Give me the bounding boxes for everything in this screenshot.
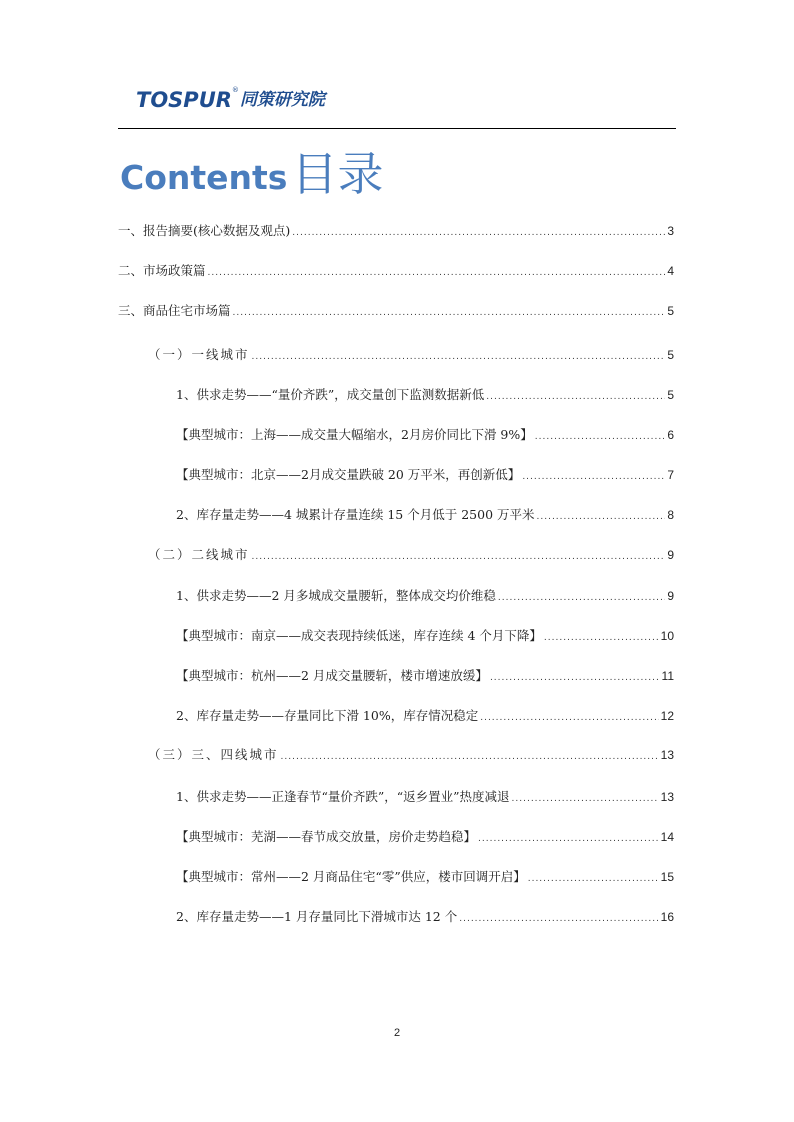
toc-entry-page: 15	[660, 870, 674, 884]
page-number: 2	[393, 1027, 401, 1039]
toc-leader	[490, 669, 660, 687]
toc-entry-title: 1、供求走势——“量价齐跌”，成交量创下监测数据新低	[176, 387, 485, 402]
toc-leader	[292, 224, 665, 242]
toc-leader	[528, 870, 659, 888]
toc-entry[interactable]	[118, 222, 674, 242]
title-chinese: 目录	[291, 147, 384, 201]
toc-entry[interactable]	[176, 466, 674, 486]
toc-entry[interactable]	[176, 788, 674, 808]
toc-entry-page: 5	[667, 348, 674, 362]
toc-entry-page: 12	[660, 709, 674, 723]
toc-entry[interactable]	[176, 868, 674, 888]
toc-entry[interactable]	[148, 746, 674, 766]
toc-entry-page: 8	[667, 508, 674, 522]
toc-entry-page: 5	[667, 304, 674, 318]
toc-leader	[512, 790, 659, 808]
toc-entry-title: 1、供求走势——2 月多城成交量腰斩，整体成交均价维稳	[176, 588, 496, 603]
toc-entry-page: 5	[667, 388, 674, 402]
toc-entry-title: 【典型城市：芜湖——春节成交放量，房价走势趋稳】	[176, 829, 477, 844]
toc-entry-page: 6	[667, 428, 674, 442]
toc-entry[interactable]	[176, 587, 674, 607]
title-english: Contents	[120, 158, 288, 197]
toc-leader	[535, 428, 666, 446]
toc-leader	[522, 468, 665, 486]
toc-leader	[252, 548, 666, 566]
toc-entry-title: 1、供求走势——正逢春节“量价齐跌”，“返乡置业”热度减退	[176, 789, 510, 804]
toc-entry[interactable]	[176, 426, 674, 446]
toc-entry-title: 2、库存量走势——1 月存量同比下滑城市达 12 个	[176, 909, 458, 924]
logo-registered-mark: ®	[231, 86, 239, 94]
toc-entry-page: 3	[667, 224, 674, 238]
toc-entry[interactable]	[176, 707, 674, 727]
page-title	[120, 146, 383, 202]
toc-entry-title: 【典型城市：北京——2月成交量跌破 20 万平米，再创新低】	[176, 467, 521, 482]
toc-entry-page: 9	[667, 589, 674, 603]
toc-entry-page: 11	[661, 669, 674, 683]
toc-entry-title: （二）二线城市	[148, 547, 250, 562]
toc-entry[interactable]	[118, 302, 674, 322]
toc-leader	[537, 508, 666, 526]
toc-leader	[480, 709, 658, 727]
toc-entry[interactable]	[148, 546, 674, 566]
toc-leader	[498, 589, 665, 607]
toc-leader	[281, 748, 659, 766]
toc-entry[interactable]	[176, 908, 674, 928]
toc-entry-title: （一）一线城市	[148, 347, 250, 362]
toc-entry-page: 9	[667, 548, 674, 562]
toc-entry-title: 一、报告摘要(核心数据及观点)	[118, 223, 291, 238]
toc-entry-title: 2、库存量走势——存量同比下滑 10%，库存情况稳定	[176, 708, 479, 723]
toc-entry-title: 【典型城市：南京——成交表现持续低迷，库存连续 4 个月下降】	[176, 628, 542, 643]
toc-entry-page: 10	[660, 629, 674, 643]
toc-entry-page: 13	[660, 748, 674, 762]
toc-entry[interactable]	[176, 386, 674, 406]
toc-entry-page: 7	[667, 468, 674, 482]
tospur-logo	[136, 86, 325, 112]
logo-brand-text: TOSPUR	[136, 88, 232, 112]
toc-entry[interactable]	[176, 627, 674, 647]
toc-entry[interactable]	[176, 506, 674, 526]
toc-entry[interactable]	[118, 262, 674, 282]
toc-entry-page: 4	[667, 264, 674, 278]
header-divider	[118, 128, 676, 129]
toc-entry-page: 14	[660, 830, 674, 844]
toc-leader	[459, 910, 658, 928]
toc-leader	[208, 264, 666, 282]
toc-entry[interactable]	[176, 828, 674, 848]
logo-chinese-name: 同策研究院	[239, 90, 325, 110]
toc-leader	[233, 304, 666, 322]
toc-leader	[478, 830, 659, 848]
toc-entry-title: 二、市场政策篇	[118, 263, 206, 278]
toc-entry-title: （三）三、四线城市	[148, 747, 279, 762]
toc-leader	[486, 388, 665, 406]
toc-entry[interactable]	[176, 667, 674, 687]
toc-leader	[252, 348, 666, 366]
toc-entry-title: 三、商品住宅市场篇	[118, 303, 231, 318]
toc-entry-title: 【典型城市：上海——成交量大幅缩水，2月房价同比下滑 9%】	[176, 427, 533, 442]
toc-entry-page: 13	[660, 790, 674, 804]
toc-entry-title: 【典型城市：常州——2 月商品住宅“零”供应，楼市回调开启】	[176, 869, 526, 884]
toc-entry-title: 【典型城市：杭州——2 月成交量腰斩，楼市增速放缓】	[176, 668, 488, 683]
toc-entry-page: 16	[660, 910, 674, 924]
toc-leader	[544, 629, 659, 647]
toc-entry[interactable]	[148, 346, 674, 366]
toc-entry-title: 2、库存量走势——4 城累计存量连续 15 个月低于 2500 万平米	[176, 507, 535, 522]
